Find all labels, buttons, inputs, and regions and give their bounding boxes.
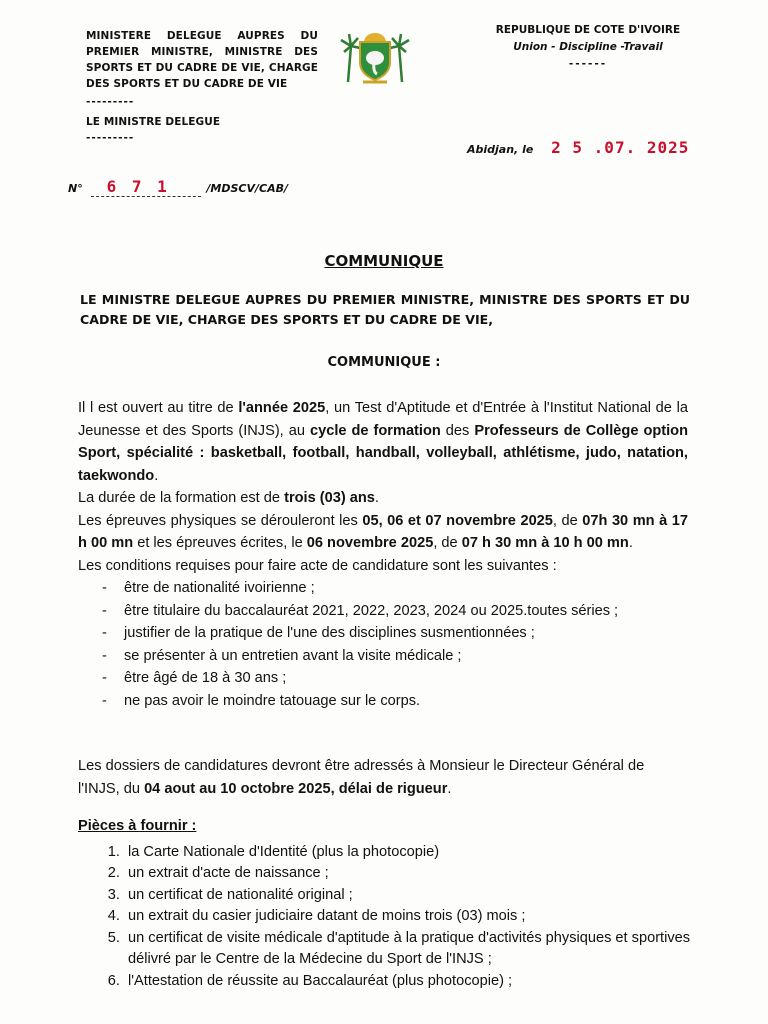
list-item: - se présenter à un entretien avant la visite médicale ; bbox=[102, 645, 688, 668]
communique-label: COMMUNIQUE : bbox=[327, 355, 441, 370]
bold-run: l'année 2025 bbox=[238, 400, 326, 416]
text-run: Les dossiers de candidatures devront être adressés à Monsieur le Directeur Général de l'INJS, du bbox=[78, 758, 645, 797]
country-name: REPUBLIQUE DE COTE D'IVOIRE bbox=[495, 24, 681, 36]
text-run: . bbox=[447, 780, 452, 797]
list-item: 3. un certificat de nationalité original ; bbox=[124, 885, 698, 907]
list-item: 6. l'Attestation de réussite au Baccalauréat (plus photocopie) ; bbox=[124, 971, 698, 993]
handwritten-reference: 6 7 1 bbox=[91, 177, 201, 197]
header-separator: --------- bbox=[86, 96, 135, 108]
required-documents bbox=[78, 816, 698, 992]
bold-run: 05, 06 et 07 novembre 2025 bbox=[362, 512, 553, 529]
national-motto: Union - Discipline -Travail bbox=[513, 41, 663, 53]
dateline bbox=[467, 138, 689, 157]
bold-run: cycle de formation bbox=[309, 422, 441, 439]
submission-paragraph bbox=[78, 755, 688, 800]
list-item: - justifier de la pratique de l'une des disciplines susmentionnées ; bbox=[102, 622, 688, 645]
reference-number bbox=[68, 177, 288, 197]
list-item: 4. un extrait du casier judiciaire datant de moins trois (03) mois ; bbox=[124, 906, 698, 928]
bold-run: 06 novembre 2025 bbox=[306, 535, 434, 551]
bold-run: 07h 30 mn à 17 h 00 mn bbox=[78, 512, 688, 551]
text-run: . bbox=[154, 467, 159, 484]
reference-prefix: N° bbox=[68, 182, 83, 195]
list-item: - être titulaire du baccalauréat 2021, 2022, 2023, 2024 ou 2025.toutes séries ; bbox=[102, 600, 688, 623]
text-run: . bbox=[628, 535, 633, 551]
required-documents-heading: Pièces à fournir : bbox=[78, 818, 197, 834]
republic-header bbox=[458, 22, 718, 73]
date-place: Abidjan, le bbox=[467, 143, 534, 156]
text-run: Les épreuves physiques se dérouleront les bbox=[78, 512, 363, 529]
bold-run: 04 aout au 10 octobre 2025, délai de rigueur bbox=[144, 780, 448, 797]
issuer-statement: LE MINISTRE DELEGUE AUPRES DU PREMIER MINISTRE, MINISTRE DES SPORTS ET DU CADRE DE VIE, CHARGE DES SPORTS ET DU CADRE DE VIE, bbox=[80, 292, 690, 327]
minister-title: LE MINISTRE DELEGUE bbox=[86, 116, 221, 128]
motto-separator: ------ bbox=[568, 58, 608, 70]
list-item: - ne pas avoir le moindre tatouage sur le corps. bbox=[102, 690, 688, 713]
header-separator-2: --------- bbox=[86, 132, 135, 144]
exam-schedule bbox=[78, 510, 688, 555]
details-paragraph bbox=[78, 487, 688, 712]
required-documents-list bbox=[78, 842, 698, 993]
bold-run: Professeurs de Collège option Sport, spécialité : basketball, football, handball, volleyball, athlétisme, judo, natation, taekwondo bbox=[78, 422, 689, 484]
text-run: La durée de la formation est de bbox=[78, 490, 285, 506]
text-run: , de bbox=[552, 512, 583, 529]
text-run: et les épreuves écrites, le bbox=[133, 535, 307, 551]
conditions-intro: Les conditions requises pour faire acte de candidature sont les suivantes : bbox=[78, 557, 557, 574]
text-run: , de bbox=[433, 535, 462, 551]
text-run: Il l est ouvert au titre de bbox=[78, 400, 239, 416]
handwritten-date: 2 5 .07. 2025 bbox=[551, 138, 690, 157]
text-run: . bbox=[374, 490, 379, 506]
bold-run: trois (03) ans bbox=[284, 490, 375, 506]
list-item: 1. la Carte Nationale d'Identité (plus la photocopie) bbox=[124, 842, 698, 864]
intro-paragraph bbox=[78, 397, 688, 487]
duration-line bbox=[78, 487, 688, 510]
text-run: , un Test d'Aptitude et d'Entrée à l'Institut National de la Jeunesse et des Sports (INJS), au bbox=[78, 400, 688, 439]
coat-of-arms-icon bbox=[338, 28, 412, 86]
list-item: 5. un certificat de visite médicale d'aptitude à la pratique d'activités physiques et sportives délivré par le Centre de la Médecine du Sport de l'INJS ; bbox=[124, 928, 698, 971]
text-run: des bbox=[440, 422, 475, 439]
bold-run: 07 h 30 mn à 10 h 00 mn bbox=[461, 535, 629, 551]
ministry-header bbox=[86, 28, 318, 146]
list-item: 2. un extrait d'acte de naissance ; bbox=[124, 863, 698, 885]
conditions-list bbox=[102, 577, 688, 712]
list-item: - être âgé de 18 à 30 ans ; bbox=[102, 667, 688, 690]
reference-suffix: /MDSCV/CAB/ bbox=[206, 182, 289, 195]
document-title: COMMUNIQUE bbox=[324, 252, 444, 270]
ministry-name: MINISTERE DELEGUE AUPRES DU PREMIER MINISTRE, MINISTRE DES SPORTS ET DU CADRE DE VIE, CHARGE DES SPORTS ET DU CADRE DE VIE bbox=[86, 30, 318, 90]
list-item: - être de nationalité ivoirienne ; bbox=[102, 577, 688, 600]
